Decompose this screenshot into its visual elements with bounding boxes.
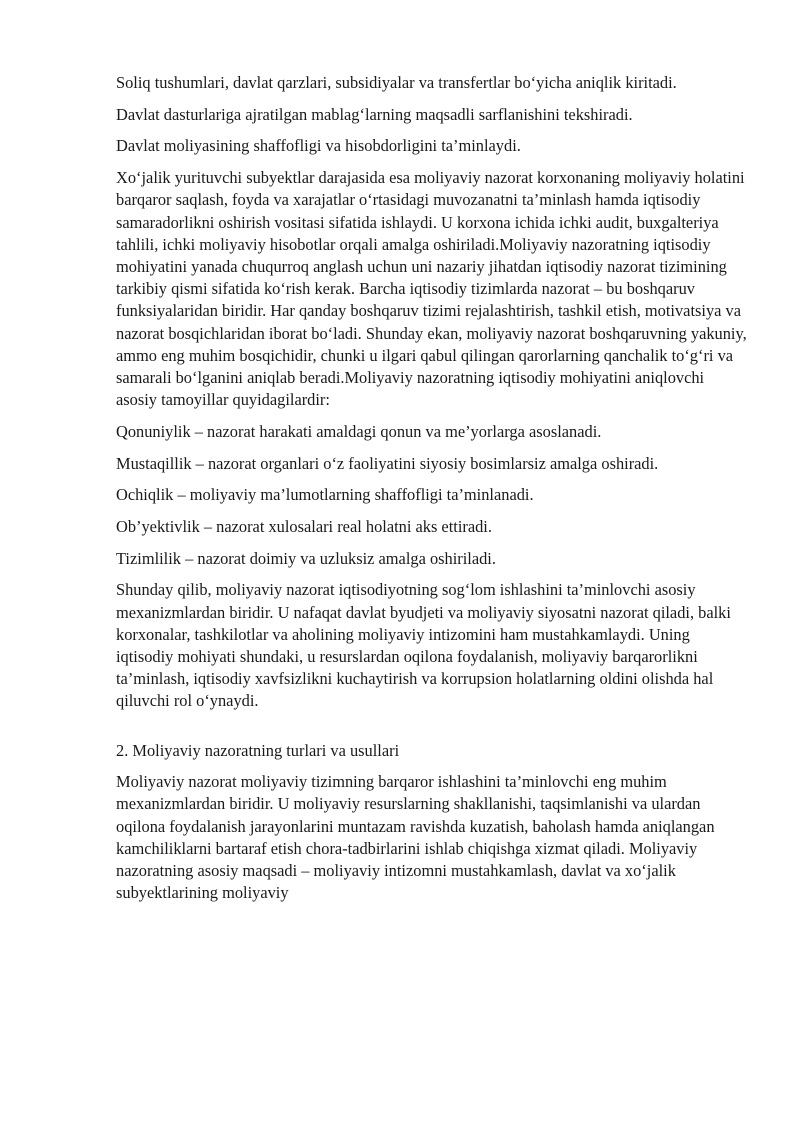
section-heading: 2. Moliyaviy nazoratning turlari va usullari: [116, 740, 400, 760]
principle-systematicity: Tizimlilik – nazorat doimiy va uzluksiz amalga oshiriladi.: [116, 548, 496, 568]
paragraph-conclusion: Shunday qilib, moliyaviy nazorat iqtisodiyotning sog‘lom ishlashini ta’minlovchi asosiy mexanizmlardan biridir. U nafaqat davlat byudjeti va moliyaviy siyosatni nazorat qiladi, balki korxonalar, tashkilotlar va aholining moliyaviy intizomini ham mustahkamlaydi. Uning iqtisodiy mohiyati shundaki, u resurslardan oqilona foydalanish, moliyaviy barqarorlikni ta’minlash, iqtisodiy xavfsizlikni kuchaytirish va korrupsion holatlarning oldini olishda hal qiluvchi rol o‘ynaydi.: [116, 580, 731, 711]
paragraph-section-intro: Moliyaviy nazorat moliyaviy tizimning barqaror ishlashini ta’minlovchi eng muhim mexanizmlardan biridir. U moliyaviy resurslarning shakllanishi, taqsimlanishi va ulardan oqilona foydalanish jarayonlarini muntazam ravishda kuzatish, baholash hamda aniqlangan kamchiliklarni bartaraf etish chora-tadbirlarini ishlab chiqishga xizmat qiladi. Moliyaviy nazoratning asosiy maqsadi – moliyaviy intizomni mustahkamlash, davlat va xo‘jalik subyektlarining moliyaviy: [116, 772, 715, 903]
principle-openness: Ochiqlik – moliyaviy ma’lumotlarning shaffofligi ta’minlanadi.: [116, 485, 534, 505]
paragraph-enterprise-control: Xo‘jalik yurituvchi subyektlar darajasida esa moliyaviy nazorat korxonaning moliyaviy holatini barqaror saqlash, foyda va xarajatlar o‘rtasidagi muvozanatni ta’minlash hamda iqtisodiy samaradorlikni oshirish vositasi sifatida ishlaydi. U korxona ichida ichki audit, buxgalteriya tahlili, ichki moliyaviy hisobotlar orqali amalga oshiriladi.Moliyaviy nazoratning iqtisodiy mohiyatini yanada chuqurroq anglash uchun uni nazariy jihatdan iqtisodiy nazorat tizimining tarkibiy qismi sifatida ko‘rish kerak. Barcha iqtisodiy tizimlarda nazorat – bu boshqaruv funksiyalaridan biridir. Har qanday boshqaruv tizimi rejalashtirish, tashkil etish, motivatsiya va nazorat bosqichlaridan iborat bo‘ladi. Shunday ekan, moliyaviy nazorat boshqaruvning yakuniy, ammo eng muhim bosqichidir, chunki u ilgari qabul qilingan qarorlarning qanchalik to‘g‘ri va samarali bo‘lganini aniqlab beradi.Moliyaviy nazoratning iqtisodiy mohiyatini aniqlovchi asosiy tamoyillar quyidagilardir:: [116, 168, 747, 410]
document-page: [116, 72, 748, 914]
principle-legality: Qonuniylik – nazorat harakati amaldagi qonun va me’yorlarga asoslanadi.: [116, 421, 602, 441]
principle-objectivity: Ob’yektivlik – nazorat xulosalari real holatni aks ettiradi.: [116, 516, 492, 536]
paragraph-state-programs: Davlat dasturlariga ajratilgan mablag‘larning maqsadli sarflanishini tekshiradi.: [116, 104, 633, 124]
principle-independence: Mustaqillik – nazorat organlari o‘z faoliyatini siyosiy bosimlarsiz amalga oshiradi.: [116, 453, 659, 473]
paragraph-transparency: Davlat moliyasining shaffofligi va hisobdorligini ta’minlaydi.: [116, 136, 521, 156]
paragraph-tax-revenues: Soliq tushumlari, davlat qarzlari, subsidiyalar va transfertlar bo‘yicha aniqlik kiritadi.: [116, 73, 677, 92]
